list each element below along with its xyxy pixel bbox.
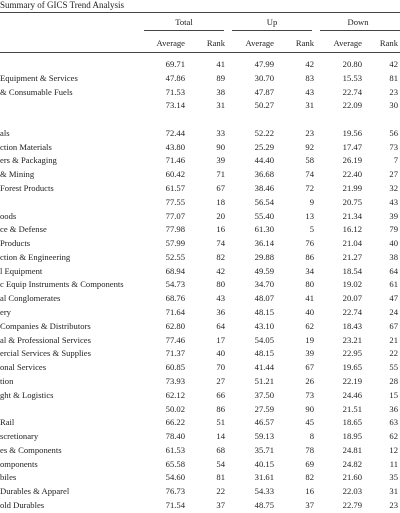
row-label: omponents [0, 458, 38, 469]
table-row [0, 320, 398, 334]
cell-up-rank: 34 [305, 265, 314, 276]
cell-down-average: 22.40 [342, 169, 362, 180]
cell-total-average: 72.44 [165, 127, 185, 138]
cell-total-rank: 71 [216, 169, 225, 180]
cell-down-average: 20.75 [342, 196, 362, 207]
cell-total-average: 73.14 [165, 100, 185, 111]
row-label: ers & Packaging [0, 155, 57, 166]
cell-up-average: 54.05 [254, 334, 274, 345]
cell-total-rank: 38 [216, 86, 225, 97]
cell-up-average: 36.68 [254, 169, 274, 180]
cell-up-average: 47.87 [254, 86, 274, 97]
cell-total-rank: 39 [216, 155, 225, 166]
cell-down-rank [362, 113, 398, 127]
table-row [0, 306, 398, 320]
cell-up-average: 34.70 [254, 279, 274, 290]
cell-down-average: 19.65 [342, 362, 362, 373]
cell-up-rank: 82 [305, 472, 314, 483]
cell-up-average: 48.07 [254, 293, 274, 304]
cell-down-average: 21.04 [342, 238, 362, 249]
cell-up-rank: 78 [305, 444, 314, 455]
cell-total-rank: 36 [216, 307, 225, 318]
row-label: al & Professional Services [0, 334, 91, 345]
table-row [0, 141, 398, 155]
cell-down-rank: 7 [393, 155, 398, 166]
table-row [0, 210, 398, 224]
cell-up-average: 40.15 [254, 458, 274, 469]
row-label [0, 99, 140, 113]
cell-total-rank: 70 [216, 362, 225, 373]
row-label [0, 196, 140, 210]
cell-down-average: 21.34 [342, 210, 362, 221]
col-header-total-average: Average [156, 38, 185, 48]
cell-down-rank: 22 [389, 348, 398, 359]
table-row [0, 361, 398, 375]
row-label: als [0, 127, 10, 138]
cell-up-rank: 43 [305, 86, 314, 97]
cell-up-average: 61.30 [254, 224, 274, 235]
cell-up-rank: 40 [305, 307, 314, 318]
cell-down-average: 22.03 [342, 486, 362, 497]
row-label [0, 113, 140, 127]
cell-up-average: 56.54 [254, 196, 274, 207]
cell-total-average: 71.46 [165, 155, 185, 166]
cell-down-rank: 21 [389, 334, 398, 345]
cell-total-average: 61.53 [165, 444, 185, 455]
cell-up-average: 50.27 [254, 100, 274, 111]
cell-total-rank: 54 [216, 458, 225, 469]
row-label: onal Services [0, 362, 47, 373]
cell-down-average: 24.46 [342, 389, 362, 400]
table-row [0, 196, 398, 210]
cell-total-average: 57.99 [165, 238, 185, 249]
table-row [0, 458, 398, 472]
cell-total-average: 66.22 [165, 417, 185, 428]
row-label: old Durables [0, 499, 45, 510]
group-header-down: Down [347, 17, 369, 27]
cell-up-rank: 31 [305, 100, 314, 111]
row-label: ction Materials [0, 141, 52, 152]
table-row [0, 347, 398, 361]
cell-total-rank: 40 [216, 348, 225, 359]
header-rule [0, 52, 400, 53]
row-label: ercial Services & Supplies [0, 348, 91, 359]
group-header-up: Up [266, 17, 278, 27]
cell-down-rank: 30 [389, 100, 398, 111]
cell-up-average: 30.70 [254, 72, 274, 83]
cell-down-average: 23.21 [342, 334, 362, 345]
cell-down-average: 21.99 [342, 183, 362, 194]
cell-down-rank: 23 [389, 499, 398, 510]
col-header-down-average: Average [333, 38, 362, 48]
cell-total-rank: 41 [216, 59, 225, 69]
cell-up-rank [274, 113, 314, 127]
cell-total-average: 71.37 [165, 348, 185, 359]
row-label: es & Components [0, 444, 62, 455]
row-label: & Consumable Fuels [0, 86, 73, 97]
cell-up-average: 25.29 [254, 141, 274, 152]
row-label: Equipment & Services [0, 72, 78, 83]
cell-total-average: 78.40 [165, 431, 185, 442]
table-row [0, 485, 398, 499]
cell-total-rank: 80 [216, 279, 225, 290]
col-header-down-rank: Rank [379, 38, 398, 48]
cell-down-rank: 79 [389, 224, 398, 235]
row-label: Durables & Apparel [0, 486, 70, 497]
cell-up-average: 36.14 [254, 238, 274, 249]
cell-total-average: 52.55 [165, 251, 185, 262]
cell-total-average: 68.76 [165, 293, 185, 304]
cell-down-average: 16.12 [342, 224, 362, 235]
row-label: biles [0, 472, 17, 483]
row-label: ery [0, 307, 11, 318]
cell-total-average: 54.60 [165, 472, 185, 483]
cell-total-rank: 68 [216, 444, 225, 455]
cell-down-rank: 38 [389, 251, 398, 262]
cell-total-rank: 27 [216, 375, 225, 386]
cell-down-rank: 63 [389, 417, 398, 428]
cell-down-rank: 35 [389, 472, 398, 483]
cell-total-average: 61.57 [165, 183, 185, 194]
cell-down-average: 15.53 [342, 72, 362, 83]
cell-up-average: 51.21 [254, 375, 274, 386]
cell-up-rank: 23 [305, 127, 314, 138]
cell-up-rank: 83 [305, 72, 314, 83]
cell-total-rank: 51 [216, 417, 225, 428]
table-row [0, 168, 398, 182]
cell-down-average: 26.19 [342, 155, 362, 166]
cell-down-average: 22.74 [342, 86, 362, 97]
cell-total-average: 71.64 [165, 307, 185, 318]
cell-down-rank: 73 [389, 141, 398, 152]
cell-down-rank: 15 [389, 389, 398, 400]
row-label: l Equipment [0, 265, 43, 276]
cell-up-average: 55.40 [254, 210, 274, 221]
cell-total-average: 71.54 [165, 499, 185, 510]
table-row [0, 444, 398, 458]
row-label: Rail [0, 417, 15, 428]
cell-up-rank: 76 [305, 238, 314, 249]
cell-down-rank: 36 [389, 403, 398, 414]
cell-down-average: 20.80 [342, 59, 362, 69]
cell-up-rank: 67 [305, 362, 314, 373]
table-row [0, 237, 398, 251]
cell-down-rank: 81 [389, 72, 398, 83]
cell-total-rank [185, 113, 225, 127]
top-rule [0, 12, 400, 13]
cell-up-average: 44.40 [254, 155, 274, 166]
cell-total-average: 77.55 [165, 196, 185, 207]
cell-total-average: 62.12 [165, 389, 185, 400]
cell-total-average: 77.07 [165, 210, 185, 221]
cell-up-rank: 37 [305, 499, 314, 510]
cell-down-average: 18.54 [342, 265, 362, 276]
row-label: ght & Logistics [0, 389, 54, 400]
cell-total-average: 71.53 [165, 86, 185, 97]
cell-down-average: 22.95 [342, 348, 362, 359]
row-label [0, 403, 140, 417]
cell-up-average: 46.57 [254, 417, 274, 428]
cell-total-rank: 18 [216, 196, 225, 207]
cell-total-average: 62.80 [165, 320, 185, 331]
cell-down-average: 18.95 [342, 431, 362, 442]
cell-up-rank: 69 [305, 458, 314, 469]
cell-total-average: 60.42 [165, 169, 185, 180]
cell-down-rank: 28 [389, 375, 398, 386]
cell-total-rank: 66 [216, 389, 225, 400]
cell-up-rank: 62 [305, 320, 314, 331]
cell-total-average: 65.58 [165, 458, 185, 469]
table-row [0, 251, 398, 265]
table-row [0, 375, 398, 389]
cell-down-rank: 12 [389, 444, 398, 455]
cell-total-average: 76.73 [165, 486, 185, 497]
cell-total-average: 43.80 [165, 141, 185, 152]
cell-total-rank: 16 [216, 224, 225, 235]
cell-total-rank: 37 [216, 499, 225, 510]
cell-up-rank: 74 [305, 169, 314, 180]
up-underline [232, 30, 312, 31]
row-label [0, 58, 140, 72]
cell-total-rank: 67 [216, 183, 225, 194]
cell-total-average: 77.98 [165, 224, 185, 235]
cell-up-average: 37.50 [254, 389, 274, 400]
cell-down-average: 22.74 [342, 307, 362, 318]
cell-up-rank: 26 [305, 375, 314, 386]
cell-up-average: 41.44 [254, 362, 274, 373]
cell-up-rank: 13 [305, 210, 314, 221]
cell-down-average: 21.60 [342, 472, 362, 483]
cell-down-rank: 24 [389, 307, 398, 318]
cell-total-average: 69.71 [165, 59, 185, 69]
table-row [0, 86, 398, 100]
cell-total-rank: 20 [216, 210, 225, 221]
cell-down-average: 22.09 [342, 100, 362, 111]
cell-total-rank: 43 [216, 293, 225, 304]
table-row [0, 223, 398, 237]
cell-total-rank: 74 [216, 238, 225, 249]
cell-total-rank: 22 [216, 486, 225, 497]
cell-up-rank: 39 [305, 348, 314, 359]
cell-down-average: 21.51 [342, 403, 362, 414]
cell-total-rank: 81 [216, 472, 225, 483]
cell-down-average: 17.47 [342, 141, 362, 152]
trend-table [0, 58, 398, 513]
table-row [0, 334, 398, 348]
row-label: Products [0, 238, 31, 249]
table-row [0, 58, 398, 72]
cell-down-average: 24.82 [342, 458, 362, 469]
row-label: Forest Products [0, 183, 54, 194]
group-header-total: Total [175, 17, 193, 27]
cell-total-average: 73.93 [165, 375, 185, 386]
cell-up-rank: 73 [305, 389, 314, 400]
row-label: tion [0, 375, 14, 386]
cell-total-rank: 31 [216, 100, 225, 111]
cell-up-average: 27.59 [254, 403, 274, 414]
cell-down-rank: 64 [389, 265, 398, 276]
cell-up-average: 38.46 [254, 183, 274, 194]
cell-down-rank: 32 [389, 183, 398, 194]
cell-total-rank: 42 [216, 265, 225, 276]
cell-up-rank: 72 [305, 183, 314, 194]
cell-total-rank: 17 [216, 334, 225, 345]
cell-down-average: 24.81 [342, 444, 362, 455]
cell-total-rank: 90 [216, 141, 225, 152]
cell-up-average: 54.33 [254, 486, 274, 497]
row-label: c Equip Instruments & Components [0, 279, 124, 290]
cell-up-rank: 5 [309, 224, 314, 235]
cell-up-rank: 8 [309, 431, 314, 442]
cell-down-rank: 55 [389, 362, 398, 373]
cell-down-average: 19.02 [342, 279, 362, 290]
table-row [0, 265, 398, 279]
cell-down-average: 21.27 [342, 251, 362, 262]
cell-down-average [314, 113, 362, 127]
row-label: ction & Engineering [0, 251, 71, 262]
cell-down-average: 19.56 [342, 127, 362, 138]
cell-up-average: 49.59 [254, 265, 274, 276]
cell-down-average: 22.19 [342, 375, 362, 386]
cell-up-average: 43.10 [254, 320, 274, 331]
table-row [0, 278, 398, 292]
cell-down-rank: 62 [389, 431, 398, 442]
cell-down-average: 18.65 [342, 417, 362, 428]
total-underline [144, 30, 224, 31]
cell-total-average: 50.02 [165, 403, 185, 414]
table-row [0, 182, 398, 196]
cell-up-average: 35.71 [254, 444, 274, 455]
cell-down-rank: 11 [389, 458, 398, 469]
cell-total-rank: 89 [216, 72, 225, 83]
cell-down-rank: 67 [389, 320, 398, 331]
table-row [0, 292, 398, 306]
table-row [0, 471, 398, 485]
cell-up-average [225, 113, 274, 127]
cell-up-rank: 90 [305, 403, 314, 414]
table-row [0, 416, 398, 430]
cell-total-average: 68.94 [165, 265, 185, 276]
table-row [0, 430, 398, 444]
cell-total-average: 54.73 [165, 279, 185, 290]
cell-down-rank: 39 [389, 210, 398, 221]
row-label: & Mining [0, 169, 35, 180]
cell-total-rank: 86 [216, 403, 225, 414]
table-row [0, 127, 398, 141]
cell-total-rank: 33 [216, 127, 225, 138]
table-title: Summary of GICS Trend Analysis [0, 0, 125, 10]
table-row [0, 499, 398, 513]
cell-down-rank: 47 [389, 293, 398, 304]
cell-down-rank: 23 [389, 86, 398, 97]
table-row [0, 154, 398, 168]
table-row [0, 113, 398, 127]
cell-down-rank: 42 [389, 59, 398, 69]
cell-down-rank: 56 [389, 127, 398, 138]
cell-up-rank: 92 [305, 141, 314, 152]
row-label: ce & Defense [0, 224, 47, 235]
cell-down-rank: 27 [389, 169, 398, 180]
cell-down-average: 20.07 [342, 293, 362, 304]
cell-up-average: 47.99 [254, 59, 274, 69]
cell-down-rank: 31 [389, 486, 398, 497]
cell-up-rank: 45 [305, 417, 314, 428]
cell-total-average: 60.85 [165, 362, 185, 373]
table-row [0, 72, 398, 86]
cell-up-average: 52.22 [254, 127, 274, 138]
cell-up-rank: 86 [305, 251, 314, 262]
cell-total-rank: 82 [216, 251, 225, 262]
table-row [0, 389, 398, 403]
cell-down-average: 22.79 [342, 499, 362, 510]
cell-up-rank: 16 [305, 486, 314, 497]
cell-down-rank: 43 [389, 196, 398, 207]
row-label: Companies & Distributors [0, 320, 91, 331]
cell-total-average: 47.86 [165, 72, 185, 83]
cell-up-rank: 80 [305, 279, 314, 290]
row-label: scretionary [0, 431, 39, 442]
row-label: al Conglomerates [0, 293, 61, 304]
col-header-total-rank: Rank [206, 38, 225, 48]
cell-up-rank: 19 [305, 334, 314, 345]
cell-up-average: 48.75 [254, 499, 274, 510]
cell-up-rank: 9 [309, 196, 314, 207]
table-row [0, 99, 398, 113]
col-header-up-average: Average [245, 38, 274, 48]
cell-up-average: 59.13 [254, 431, 274, 442]
row-label: oods [0, 210, 17, 221]
cell-up-rank: 41 [305, 293, 314, 304]
cell-total-average [140, 113, 185, 127]
cell-up-average: 48.15 [254, 348, 274, 359]
down-underline [320, 30, 400, 31]
cell-total-rank: 14 [216, 431, 225, 442]
table-row [0, 403, 398, 417]
col-header-up-rank: Rank [295, 38, 314, 48]
cell-up-rank: 58 [305, 155, 314, 166]
cell-up-rank: 42 [305, 59, 314, 69]
cell-up-average: 31.61 [254, 472, 274, 483]
cell-total-average: 77.46 [165, 334, 185, 345]
cell-total-rank: 64 [216, 320, 225, 331]
cell-down-average: 18.43 [342, 320, 362, 331]
cell-down-rank: 61 [389, 279, 398, 290]
cell-down-rank: 40 [389, 238, 398, 249]
cell-up-average: 29.88 [254, 251, 274, 262]
cell-up-average: 48.15 [254, 307, 274, 318]
